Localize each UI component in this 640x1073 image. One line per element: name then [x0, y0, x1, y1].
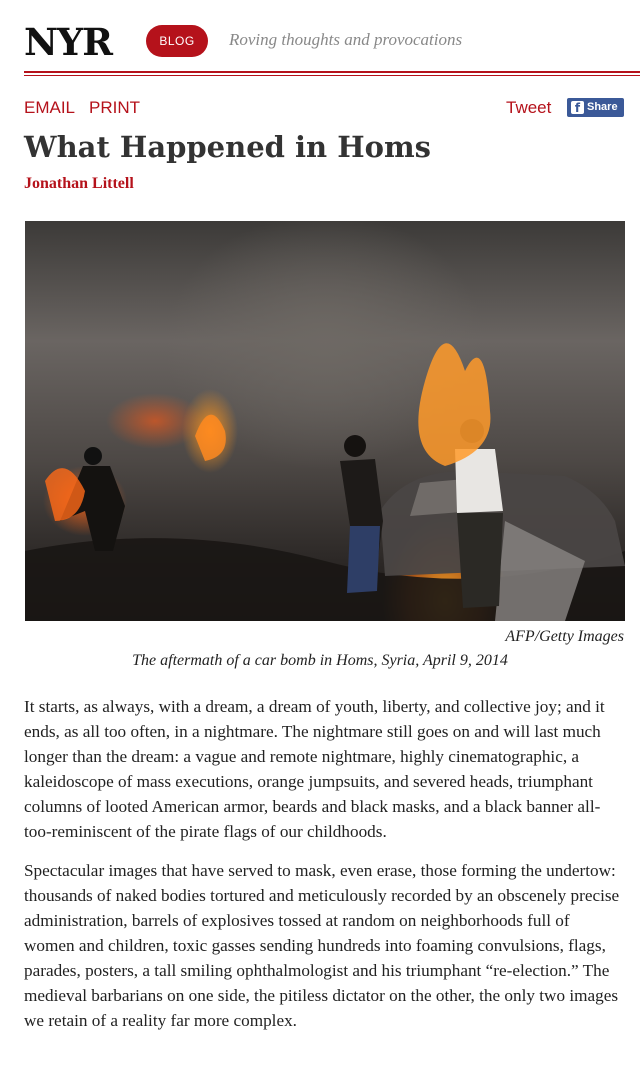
photo-scene [25, 221, 625, 621]
print-link[interactable]: PRINT [89, 98, 140, 117]
photo-credit: AFP/Getty Images [505, 628, 624, 645]
share-label: Share [587, 101, 618, 113]
article-photo [25, 221, 625, 621]
blog-badge[interactable]: BLOG [146, 25, 208, 57]
header-divider [24, 71, 640, 73]
article-author[interactable]: Jonathan Littell [24, 175, 134, 192]
email-link[interactable]: EMAIL [24, 98, 76, 117]
facebook-share-button[interactable] [567, 98, 624, 117]
article-toolbar [24, 98, 624, 120]
site-tagline: Roving thoughts and provocations [229, 30, 463, 49]
header-divider-thin [24, 75, 640, 76]
article-paragraph: It starts, as always, with a dream, a dream of youth, liberty, and collective joy; and it ends, as all too often, in a nightmare. The nightmare still goes on and will last much longer than the dream: a vague and remote nightmare, highly cinematographic, a kaleidoscope of mass executions, orange jumpsuits, and severed heads, triumphant columns of looted American armor, beards and black masks, and a black banner all-too-reminiscent of the pirate flags of our childhoods. [24, 697, 605, 841]
tweet-button[interactable]: Tweet [506, 98, 552, 117]
photo-caption: The aftermath of a car bomb in Homs, Syria, April 9, 2014 [132, 652, 508, 669]
article-paragraph: Spectacular images that have served to mask, even erase, those forming the undertow: thousands of naked bodies tortured and meticulously recorded by an obscenely precise administration, barrels of explosives tossed at random on neighborhoods full of women and children, toxic gasses sending hundreds into foaming convulsions, flags, parades, posters, a tall smiling ophthalmologist and his triumphant “re-election.” The medieval barbarians on one side, the pitiless dictator on the other, the only two images we retain of a reality far more complex. [24, 861, 620, 1030]
site-header [24, 18, 640, 66]
article-body [24, 694, 624, 1047]
article-title: What Happened in Homs [24, 130, 431, 164]
site-logo[interactable]: NYR [24, 20, 112, 64]
facebook-icon: f [571, 101, 584, 114]
